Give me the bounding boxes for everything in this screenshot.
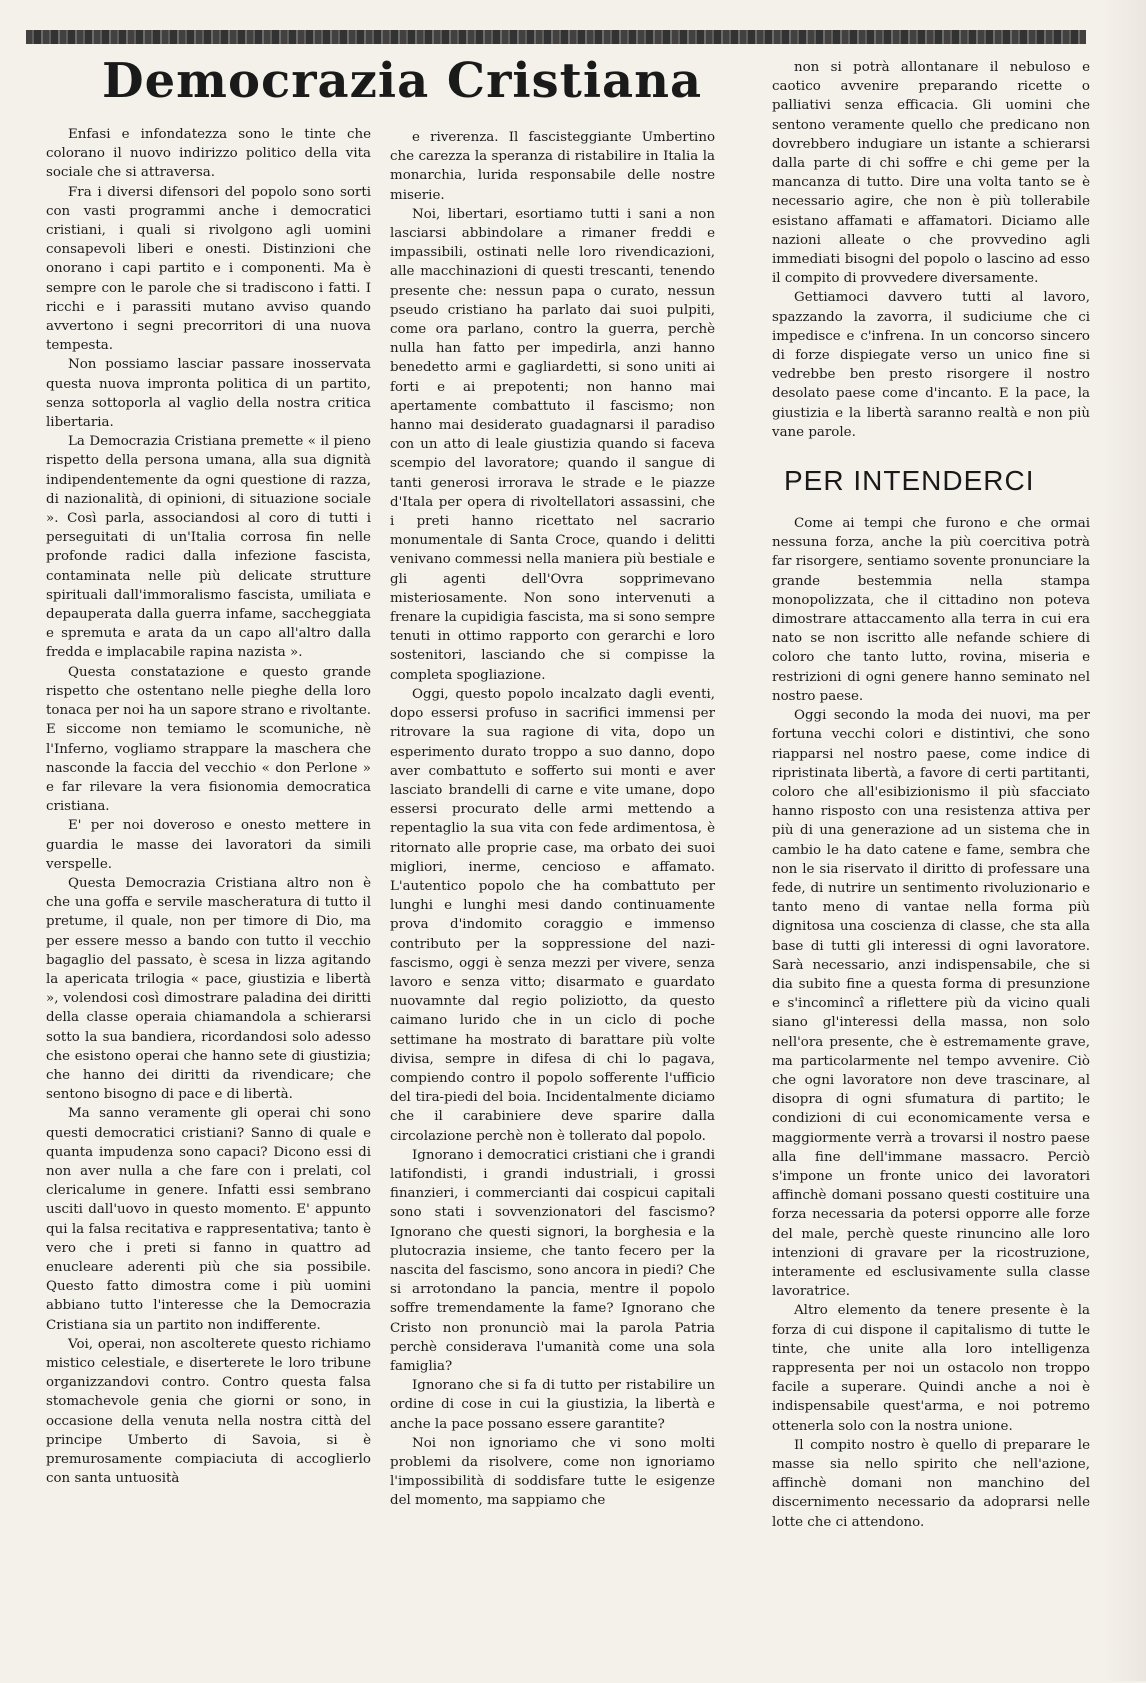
column-1 <box>46 125 371 1680</box>
paragraph: Noi, libertari, esortiamo tutti i sani a non lasciarsi abbindolare a rimaner freddi e impassibili, ostinati nelle loro rivendicazioni, alle macchinazioni di questi trescanti, tenendo presente che: nessun papa o curato, nessun pseudo cristiano ha parlato dai suoi pulpiti, come ora parlano, contro la guerra, perchè nulla han fatto per impedirla, anzi hanno benedetto armi e gagliardetti, si sono uniti ai forti e ai prepotenti; non hanno mai apertamente combattuto il fascismo; non hanno mai desiderato guadagnarsi il paradiso con un atto di leale giustizia quando si faceva scempio del lavoratore; quando il sangue di tanti generosi irrorava le strade e le piazze d'Itala per opera di rivoltellatori assassini, che i preti hanno ricettato nel sacrario monumentale di Santa Croce, quando i delitti venivano commessi nella maniera più bestiale e gli agenti dell'Ovra sopprimevano misteriosamente. Non sono intervenuti a frenare la cupidigia fascista, ma si sono sempre tenuti in ottimo rapporto con gerarchi e loro sostenitori, lasciando che si compisse la completa spogliazione. <box>390 206 715 683</box>
paragraph: Questa Democrazia Cristiana altro non è che una goffa e servile mascheratura di tutto il pretume, il quale, non per timore di Dio, ma per essere messo a bando con tutto il vecchio bagaglio del passato, è scesa in lizza agitando la apericata trilogia « pace, giustizia e libertà », volendosi così dimostrare paladina dei diritti della classe operaia chiamandola a schierarsi sotto la sua bandiera, ricordandosi solo adesso che esistono operai che hanno sete di giustizia; che hanno dei diritti da rivendicare; che sentono bisogno di pace e di libertà. <box>46 875 371 1103</box>
article-title: Democrazia Cristiana <box>102 53 703 109</box>
paragraph: E' per noi doveroso e onesto mettere in guardia le masse dei lavoratori da simili verspelle. <box>46 818 371 872</box>
paragraph: Oggi secondo la moda dei nuovi, ma per fortuna vecchi colori e distintivi, che sono riapparsi nel nostro paese, come indice di ripristinata libertà, a favore di certi partitanti, coloro che all'esibizionismo il più sfacciato hanno risposto con una resistenza attiva per più di una generazione ad un sistema che in cambio le ha dato catene e fame, sembra che non le sia riservato il diritto di professare una fede, di nutrire un sentimento rivoluzionario e tanto meno di vantae nella forma più dignitosa una coscienza di classe, che sta alla base di tutti gli interessi di ogni lavoratore. Sarà necessario, anzi indispensabile, che si dia subito fine a questa forma di presunzione e s'incomincî a riflettere più da vicino quali siano gl'interessi della massa, non solo nell'ora presente, che è estremamente grave, ma particolarmente nel tempo avvenire. Ciò che ogni lavoratore non deve trascinare, al disopra di ogni sfumatura di partito; le condizioni di cui economicamente versa e maggiormente verrà a trovarsi il nostro paese alla fine dell'immane massacro. Perciò s'impone un fronte unico dei lavoratori affinchè domani possano questi costituire una forza necessaria da potersi opporre alle forze del male, perchè queste rinuncino alle loro intenzioni di gravare per la ricostruzione, interamente ed esclusivamente sulla classe lavoratrice. <box>772 708 1090 1300</box>
paragraph: Enfasi e infondatezza sono le tinte che colorano il nuovo indirizzo politico della vita sociale che si attraversa. <box>46 127 371 181</box>
paragraph: Ignorano che si fa di tutto per ristabilire un ordine di cose in cui la giustizia, la libertà e anche la pace possano essere garantite? <box>390 1378 715 1432</box>
page-edge-shadow <box>1104 0 1146 1681</box>
paragraph: La Democrazia Cristiana premette « il pieno rispetto della persona umana, alla sua dignità indipendentemente da ogni questione di razza, di nazionalità, di opinioni, di situazione sociale ». Così parla, associandosi al coro di tutti i perseguitati di un'Italia corrosa fin nelle profonde radici dalla infezione fascista, contaminata nelle più delicate strutture spirituali dall'immoralismo fascista, umiliata e depauperata dalla guerra infame, saccheggiata e spremuta e arata da un capo all'altro dalla fredda e implacabile rapina nazista ». <box>46 434 371 661</box>
paragraph: Noi non ignoriamo che vi sono molti problemi da risolvere, come non ignoriamo l'impossibilità di soddisfare tutte le esigenze del momento, ma sappiamo che <box>390 1435 715 1509</box>
paragraph: Ma sanno veramente gli operai chi sono questi democratici cristiani? Sanno di quale e quanta impudenza sono capaci? Dicono essi di non aver nulla a che fare con i prelati, col clericalume in genere. Infatti essi sembrano usciti dall'uovo in questo momento. E' appunto qui la falsa recitativa e rappresentativa; tanto è vero che i preti si fanno in quattro ad enucleare aderenti più che sia possibile. Questo fatto dimostra come i più uomini abbiano tutto l'interesse che la Democrazia Cristiana sia un partito non indifferente. <box>46 1106 371 1333</box>
paragraph: Questa constatazione e questo grande rispetto che ostentano nelle pieghe della loro tonaca per noi ha un sapore strano e rivoltante. E siccome non temiamo le scomuniche, nè l'Inferno, vogliamo strappare la maschera che nasconde la faccia del vecchio « don Perlone » e far rilevare la vera fisionomia democratica cristiana. <box>46 664 371 815</box>
column-2 <box>390 128 715 1683</box>
paragraph: Altro elemento da tenere presente è la forza di cui dispone il capitalismo di tutte le tinte, che unite alla loro intelligenza rappresenta per noi un ostacolo non troppo facile a superare. Quindi anche a noi è indispensabile quest'arma, e noi potremo ottenerla solo con la nostra unione. <box>772 1303 1090 1434</box>
paragraph: non si potrà allontanare il nebuloso e caotico avvenire preparando ricette o palliativi senza efficacia. Gli uomini che sentono veramente quello che predicano non dovrebbero indugiare un istante a schierarsi dalla parte di chi soffre e chi geme per la mancanza di tutto. Dire una volta tanto se è necessario agire, che non è più tollerabile esistano affamati e affamatori. Diciamo alle nazioni alleate o che provvedino agli immediati bisogni del popolo o lascino ad esso il compito di provvedere diversamente. <box>772 60 1090 287</box>
paragraph: Non possiamo lasciar passare inosservata questa nuova impronta politica di un partito, senza sottoporla al vaglio della nostra critica libertaria. <box>46 357 371 431</box>
paragraph: Come ai tempi che furono e che ormai nessuna forza, anche la più coercitiva potrà far risorgere, sentiamo sovente pronunciare la grande bestemmia nella stampa monopolizzata, che il cittadino non poteva dimostrare attaccamento alla terra in cui era nato se non iscritto alle nefande schiere di coloro che tanto lutto, rovina, miseria e restrizioni di ogni genere hanno seminato nel nostro paese. <box>772 516 1090 704</box>
masthead-rule <box>26 30 1086 44</box>
paragraph: Fra i diversi difensori del popolo sono sorti con vasti programmi anche i democratici cristiani, i quali si rivolgono agli uomini consapevoli liberi e onesti. Distinzioni che onorano i capi partito e i componenti. Ma è sempre con le parole che si tradiscono i fatti. I ricchi e i parassiti mutano avviso quando avvertono i segni precorritori di una nuova tempesta. <box>46 184 371 354</box>
column-3 <box>772 58 1090 1678</box>
paragraph: Voi, operai, non ascolterete questo richiamo mistico celestiale, e diserterete le loro tribune organizzandovi contro. Contro questa falsa stomachevole genia che giorni or sono, in occasione della venuta nella nostra città del principe Umberto di Savoia, si è premurosamente compiaciuta di accoglierlo con santa untuosità <box>46 1336 371 1487</box>
section-title: PER INTENDERCI <box>784 465 1035 497</box>
paragraph: Il compito nostro è quello di preparare le masse sia nello spirito che nell'azione, affinchè domani non manchino del discernimento necessario da adoprarsi nelle lotte che ci attendono. <box>772 1437 1090 1530</box>
paragraph: Gettiamoci davvero tutti al lavoro, spazzando la zavorra, il sudiciume che ci impedisce e c'infrena. In un concorso sincero di forze dispiegate verso un unico fine si vedrebbe ben presto risorgere il nostro desolato paese come d'incanto. E la pace, la giustizia e la libertà saranno realtà e non più vane parole. <box>772 290 1090 440</box>
paragraph: e riverenza. Il fascisteggiante Umbertino che carezza la speranza di ristabilire in Italia la monarchia, lurida responsabile delle nostre miserie. <box>390 130 715 203</box>
paragraph: Ignorano i democratici cristiani che i grandi latifondisti, i grandi industriali, i grossi finanzieri, i commercianti dai cospicui capitali sono stati i sovvenzionatori del fascismo? Ignorano che questi signori, la borghesia e la plutocrazia insieme, che tanto fecero per la nascita del fascismo, sono ancora in piedi? Che si arrotondano la pancia, mentre il popolo soffre tremendamente la fame? Ignorano che Cristo non pronunciò mai la parola Patria perchè considerava l'umanità come una sola famiglia? <box>390 1147 715 1374</box>
paragraph: Oggi, questo popolo incalzato dagli eventi, dopo essersi profuso in sacrifici immensi per ritrovare la sua ragione di vita, dopo un esperimento durato troppo a suo danno, dopo aver combattuto e sofferto sui monti e aver lasciato brandelli di carne e vite umane, dopo essersi procurato delle armi mettendo a repentaglio la sua vita con fede ardimentosa, è ritornato alle proprie case, ma orbato dei suoi migliori, inerme, cencioso e affamato. L'autentico popolo che ha combattuto per lunghi e lunghi mesi dando continuamente prova d'indomito coraggio e immenso contributo per la soppressione del nazi-fascismo, oggi è senza mezzi per vivere, senza lavoro e senza vitto; disarmato e guardato nuovamnte dal regio poliziotto, da questo caimano lurido che in un ciclo di poche settimane ha mostrato di barattare più volte divisa, sempre in difesa di chi lo pagava, compiendo contro il popolo sofferente l'ufficio del tira-piedi del boia. Incidentalmente diciamo che il carabiniere deve sparire dalla circolazione perchè non è tollerato dal popolo. <box>390 686 715 1144</box>
